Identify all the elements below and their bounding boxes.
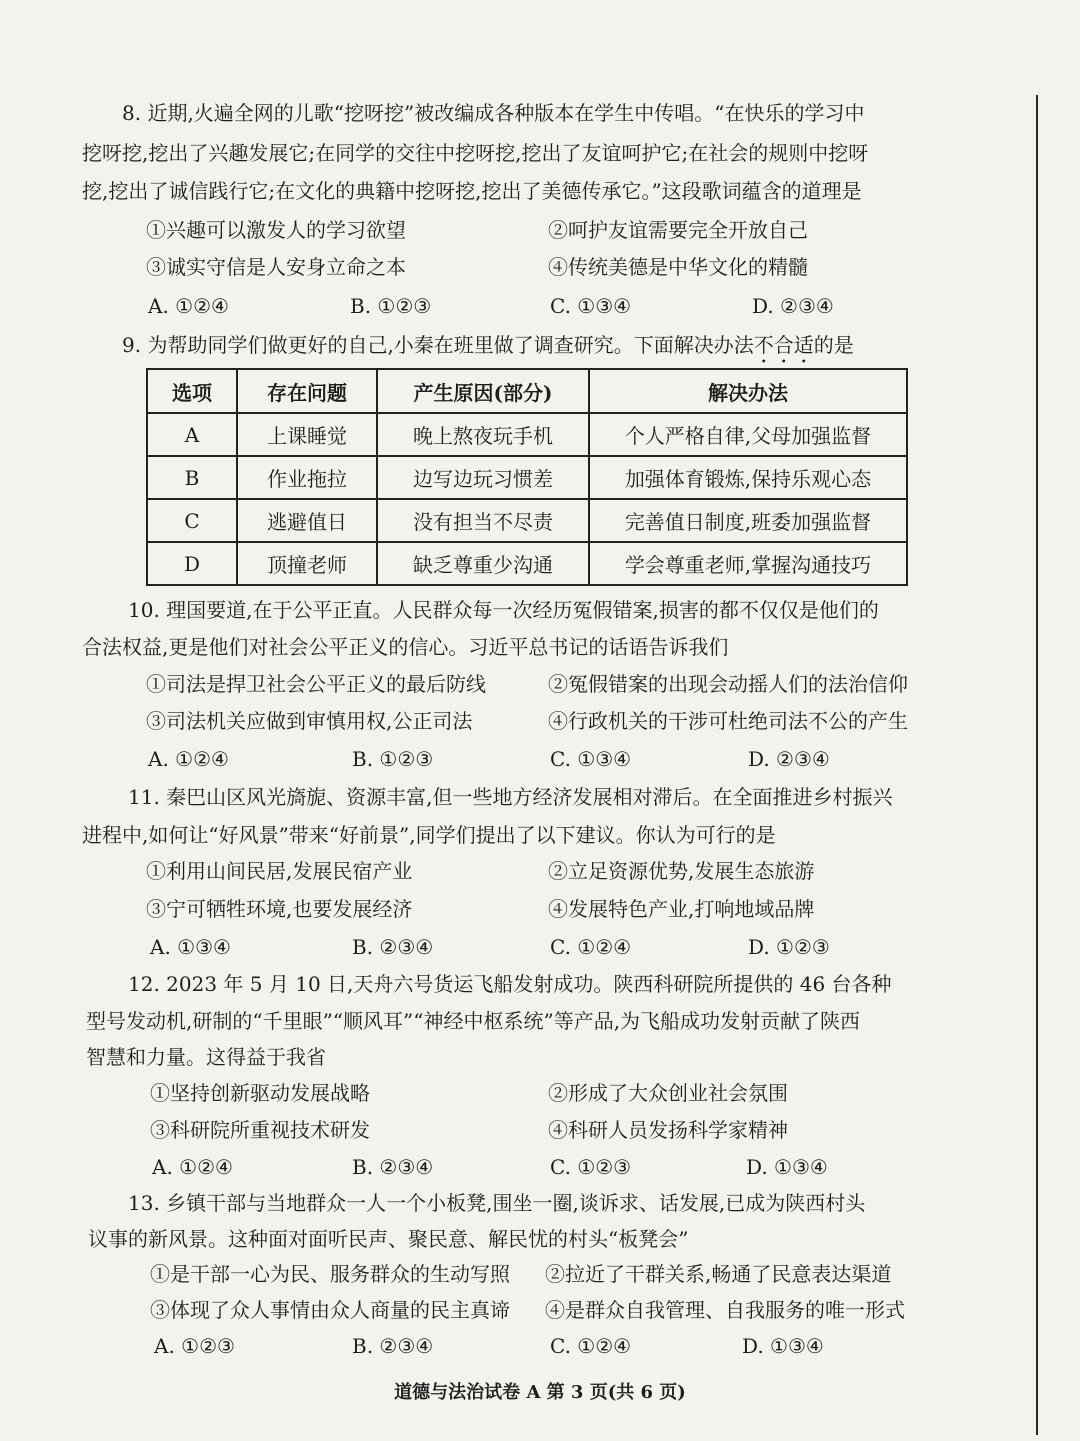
q12-choice-d: D. ①③④ bbox=[746, 1155, 828, 1179]
table-cell: 作业拖拉 bbox=[237, 456, 377, 499]
table-cell: A bbox=[147, 413, 237, 456]
q13-item-1: ①是干部一心为民、服务群众的生动写照 bbox=[150, 1262, 510, 1286]
table-cell: 顶撞老师 bbox=[237, 542, 377, 585]
q9-stem-suffix: 的是 bbox=[813, 333, 854, 357]
q8-choice-d: D. ②③④ bbox=[752, 294, 834, 318]
q9-table-header-row bbox=[147, 369, 907, 413]
table-cell: 逃避值日 bbox=[237, 499, 377, 542]
q12-choice-c: C. ①②③ bbox=[550, 1155, 632, 1179]
table-cell: 上课睡觉 bbox=[237, 413, 377, 456]
q12-choice-a: A. ①②④ bbox=[152, 1155, 233, 1179]
q12-choice-b: B. ②③④ bbox=[352, 1155, 434, 1179]
q8-stem-line-3: 挖,挖出了诚信践行它;在文化的典籍中挖呀挖,挖出了美德传承它。”这段歌词蕴含的道理是 bbox=[82, 179, 862, 203]
table-cell: 个人严格自律,父母加强监督 bbox=[589, 413, 907, 456]
q8-choice-a: A. ①②④ bbox=[148, 294, 229, 318]
q11-stem-line-2: 进程中,如何让“好风景”带来“好前景”,同学们提出了以下建议。你认为可行的是 bbox=[82, 823, 776, 847]
table-cell: B bbox=[147, 456, 237, 499]
q10-choice-a: A. ①②④ bbox=[148, 747, 229, 771]
table-cell: 晚上熬夜玩手机 bbox=[377, 413, 589, 456]
q9-header-problem: 存在问题 bbox=[237, 369, 377, 413]
q11-choice-d: D. ①②③ bbox=[748, 935, 830, 959]
q8-choice-b: B. ①②③ bbox=[350, 294, 432, 318]
q10-item-4: ④行政机关的干涉可杜绝司法不公的产生 bbox=[548, 709, 908, 733]
q8-item-1: ①兴趣可以激发人的学习欲望 bbox=[146, 218, 406, 242]
q12-stem-line-1: 12. 2023 年 5 月 10 日,天舟六号货运飞船发射成功。陕西科研院所提供的 46 台各种 bbox=[128, 972, 892, 996]
q12-item-3: ③科研院所重视技术研发 bbox=[150, 1118, 370, 1142]
table-row bbox=[147, 413, 907, 456]
binding-margin-line bbox=[1036, 95, 1038, 1435]
q8-item-4: ④传统美德是中华文化的精髓 bbox=[548, 255, 808, 279]
q13-item-4: ④是群众自我管理、自我服务的唯一形式 bbox=[545, 1298, 905, 1322]
q8-choice-c: C. ①③④ bbox=[550, 294, 632, 318]
page-footer: 道德与法治试卷 A 第 3 页(共 6 页) bbox=[394, 1382, 686, 1403]
q12-stem-line-3: 智慧和力量。这得益于我省 bbox=[86, 1045, 326, 1069]
q11-item-4: ④发展特色产业,打响地域品牌 bbox=[548, 897, 815, 921]
q9-header-solution: 解决办法 bbox=[589, 369, 907, 413]
q13-item-3: ③体现了众人事情由众人商量的民主真谛 bbox=[150, 1298, 510, 1322]
q8-item-2: ②呵护友谊需要完全开放自己 bbox=[548, 218, 808, 242]
q11-stem-line-1: 11. 秦巴山区风光旖旎、资源丰富,但一些地方经济发展相对滞后。在全面推进乡村振兴 bbox=[128, 785, 893, 809]
q9-table bbox=[146, 368, 908, 586]
table-cell: 完善值日制度,班委加强监督 bbox=[589, 499, 907, 542]
table-row bbox=[147, 542, 907, 585]
q11-item-3: ③宁可牺牲环境,也要发展经济 bbox=[146, 897, 413, 921]
q13-stem-line-1: 13. 乡镇干部与当地群众一人一个小板凳,围坐一圈,谈诉求、话发展,已成为陕西村头 bbox=[128, 1191, 866, 1215]
q9-header-cause: 产生原因(部分) bbox=[377, 369, 589, 413]
table-cell: 没有担当不尽责 bbox=[377, 499, 589, 542]
table-cell: 边写边玩习惯差 bbox=[377, 456, 589, 499]
q13-choice-c: C. ①②④ bbox=[550, 1334, 632, 1358]
table-cell: D bbox=[147, 542, 237, 585]
table-row bbox=[147, 499, 907, 542]
q12-stem-line-2: 型号发动机,研制的“千里眼”“顺风耳”“神经中枢系统”等产品,为飞船成功发射贡献了陕西 bbox=[86, 1009, 861, 1033]
q10-choice-c: C. ①③④ bbox=[550, 747, 632, 771]
table-cell: 加强体育锻炼,保持乐观心态 bbox=[589, 456, 907, 499]
q11-choice-c: C. ①②④ bbox=[550, 935, 632, 959]
table-row bbox=[147, 456, 907, 499]
q10-choice-d: D. ②③④ bbox=[748, 747, 830, 771]
q10-stem-line-1: 10. 理国要道,在于公平正直。人民群众每一次经历冤假错案,损害的都不仅仅是他们的 bbox=[128, 598, 879, 622]
q10-item-3: ③司法机关应做到审慎用权,公正司法 bbox=[146, 709, 473, 733]
q9-header-option: 选项 bbox=[147, 369, 237, 413]
q9-stem-prefix: 9. 为帮助同学们做更好的自己,小秦在班里做了调查研究。下面解决办法 bbox=[122, 333, 754, 357]
q10-item-1: ①司法是捍卫社会公平正义的最后防线 bbox=[146, 672, 486, 696]
q12-item-2: ②形成了大众创业社会氛围 bbox=[548, 1081, 788, 1105]
q11-choice-b: B. ②③④ bbox=[352, 935, 434, 959]
q11-choice-a: A. ①③④ bbox=[150, 935, 231, 959]
q8-stem-line-1: 8. 近期,火遍全网的儿歌“挖呀挖”被改编成各种版本在学生中传唱。“在快乐的学习中 bbox=[122, 101, 865, 125]
q13-choice-b: B. ②③④ bbox=[352, 1334, 434, 1358]
q9-stem-emphasis: 不合适 bbox=[753, 333, 814, 357]
table-cell: 学会尊重老师,掌握沟通技巧 bbox=[589, 542, 907, 585]
q8-stem-line-2: 挖呀挖,挖出了兴趣发展它;在同学的交往中挖呀挖,挖出了友谊呵护它;在社会的规则中挖呀 bbox=[82, 141, 869, 165]
q11-item-2: ②立足资源优势,发展生态旅游 bbox=[548, 859, 815, 883]
q8-item-3: ③诚实守信是人安身立命之本 bbox=[146, 255, 406, 279]
q10-stem-line-2: 合法权益,更是他们对社会公平正义的信心。习近平总书记的话语告诉我们 bbox=[82, 635, 729, 659]
table-cell: 缺乏尊重少沟通 bbox=[377, 542, 589, 585]
q13-stem-line-2: 议事的新风景。这种面对面听民声、聚民意、解民忧的村头“板凳会” bbox=[88, 1227, 689, 1251]
q12-item-1: ①坚持创新驱动发展战略 bbox=[150, 1081, 370, 1105]
table-cell: C bbox=[147, 499, 237, 542]
q13-item-2: ②拉近了干群关系,畅通了民意表达渠道 bbox=[545, 1262, 892, 1286]
q9-stem bbox=[122, 332, 854, 368]
q13-choice-a: A. ①②③ bbox=[154, 1334, 235, 1358]
q13-choice-d: D. ①③④ bbox=[742, 1334, 824, 1358]
q10-item-2: ②冤假错案的出现会动摇人们的法治信仰 bbox=[548, 672, 908, 696]
q10-choice-b: B. ①②③ bbox=[352, 747, 434, 771]
q11-item-1: ①利用山间民居,发展民宿产业 bbox=[146, 859, 413, 883]
q12-item-4: ④科研人员发扬科学家精神 bbox=[548, 1118, 788, 1142]
